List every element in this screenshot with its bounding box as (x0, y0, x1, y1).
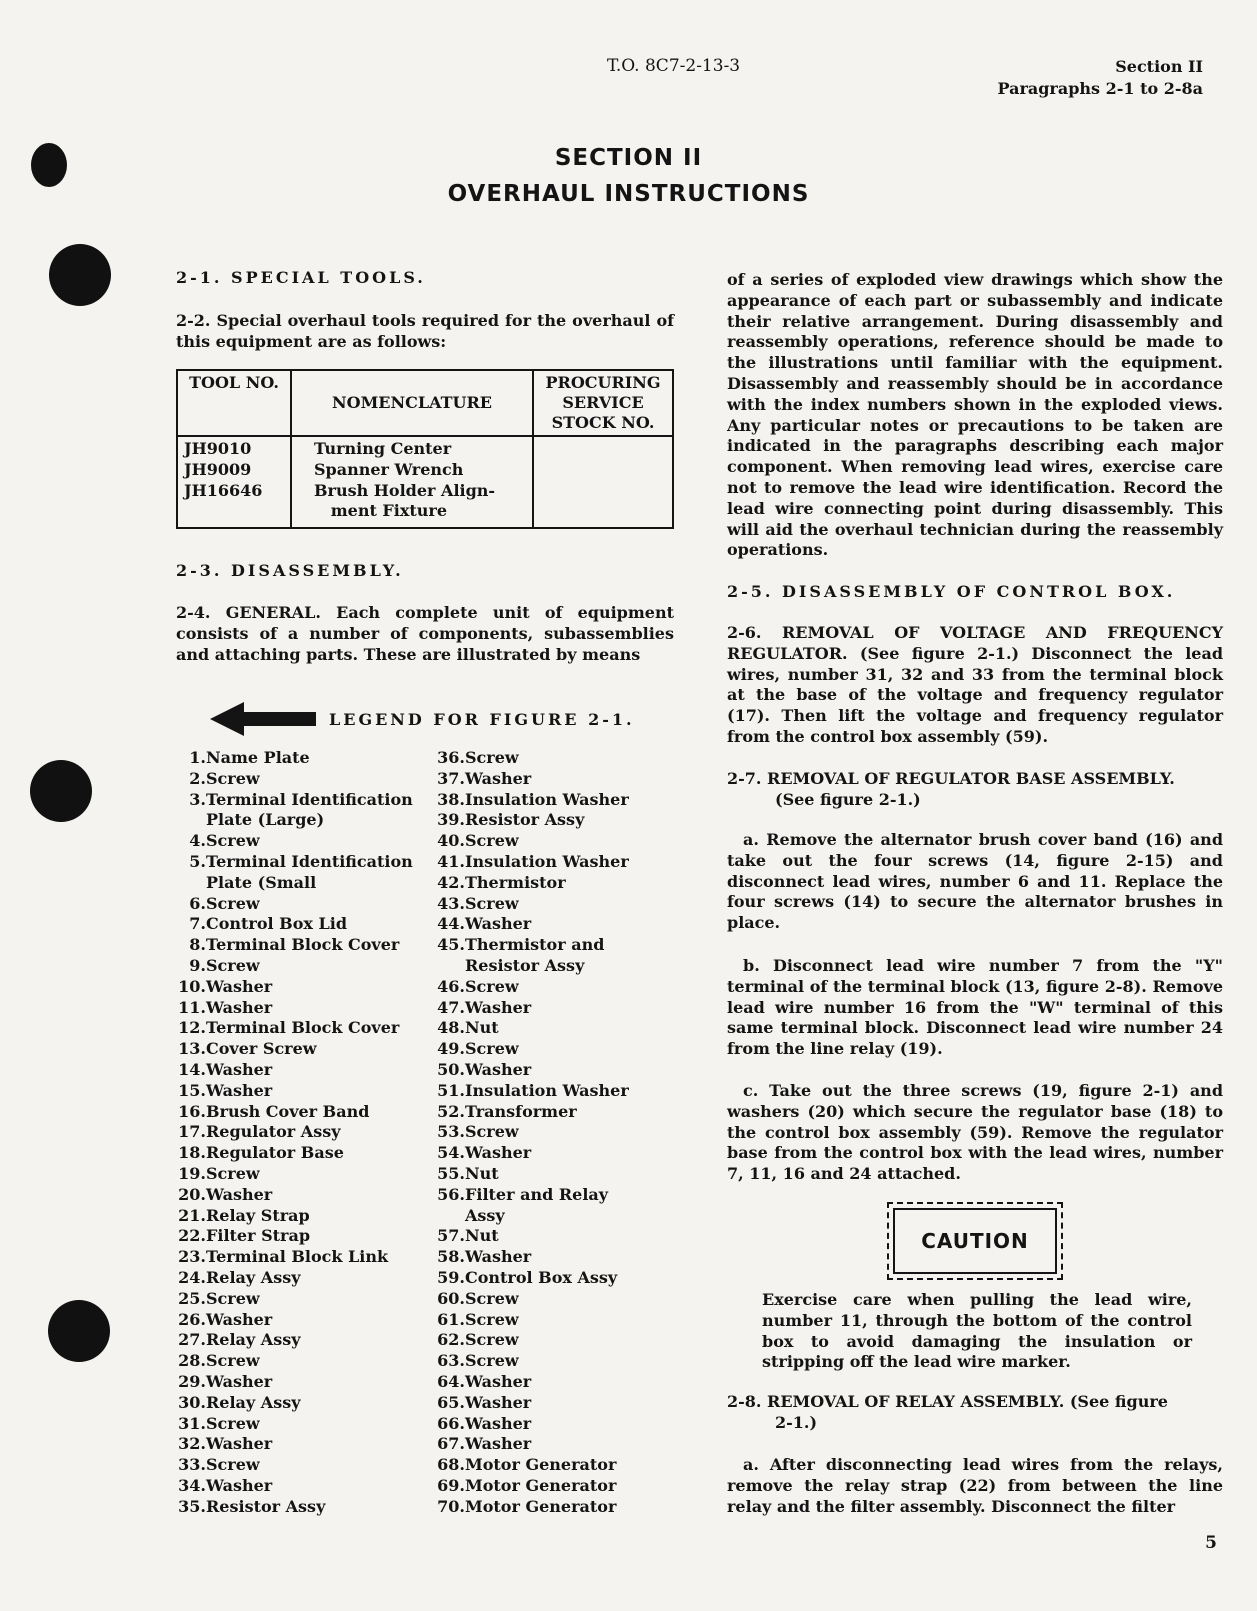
binder-hole (48, 1300, 110, 1362)
legend-item (435, 1164, 629, 1185)
legend-item-number: 32. (178, 1434, 206, 1454)
legend-item-label: Washer (206, 1475, 273, 1495)
legend-item-label: Screw (206, 955, 260, 975)
legend-item-label: Regulator Base (206, 1143, 344, 1163)
legend-item-label: Screw (206, 1163, 260, 1183)
paragraph-2-2: 2-2. Special overhaul tools required for the overhaul of this equipment are as follows: (176, 311, 674, 351)
heading-2-8-line2: 2-1.) (775, 1412, 818, 1432)
legend-item-number: 52. (437, 1101, 465, 1121)
legend-item-label: Screw (465, 1039, 519, 1059)
legend-item-number: 64. (437, 1371, 465, 1391)
legend-item-label: Washer (465, 1143, 532, 1163)
legend-item-label: Resistor Assy (206, 1496, 326, 1516)
col-header-tool-no: TOOL NO. (177, 370, 291, 436)
legend-item-number: 16. (178, 1101, 206, 1121)
legend-item-number: 6. (189, 893, 206, 913)
legend-item (435, 1310, 629, 1331)
legend-item-label: Screw (206, 893, 260, 913)
legend-item-number: 62. (437, 1330, 465, 1350)
legend-item-label: Washer (206, 1309, 273, 1329)
legend-item-label: Plate (Small (206, 872, 317, 892)
legend-item-number: 60. (437, 1288, 465, 1308)
paragraph-2-7-b: b. Disconnect lead wire number 7 from the "Y" terminal of the terminal block (13, figure 2-8). Remove lead wire number 16 from the "W" terminal of this same terminal block. Disconnect lead wire number 24 from the line relay (19). (727, 956, 1223, 1059)
caution-label: CAUTION (893, 1208, 1057, 1274)
legend-item (176, 1206, 413, 1227)
legend-item-label: Washer (206, 1434, 273, 1454)
legend-item (435, 1247, 629, 1268)
legend-item-number: 39. (437, 810, 465, 830)
legend-item-label: Name Plate (206, 748, 310, 767)
legend-item-number: 20. (178, 1184, 206, 1204)
legend-item (435, 1060, 629, 1081)
legend-item (176, 1476, 413, 1497)
legend-item-number: 55. (437, 1163, 465, 1183)
legend-item (176, 1018, 413, 1039)
legend-item-label: Nut (465, 1226, 499, 1246)
arrow-left-icon (210, 702, 316, 736)
legend-item-label: Screw (206, 1455, 260, 1475)
legend-item (435, 1185, 629, 1206)
legend-item (435, 1018, 629, 1039)
legend-item-label: Motor Generator (465, 1475, 617, 1495)
legend-item (176, 1372, 413, 1393)
legend-item (176, 914, 413, 935)
legend-title: LEGEND FOR FIGURE 2-1. (329, 710, 635, 729)
legend-item-label: Washer (465, 1413, 532, 1433)
legend-item-label: Washer (465, 914, 532, 934)
legend-item-number: 56. (437, 1184, 465, 1204)
legend-item-number: 54. (437, 1143, 465, 1163)
legend-item-number: 5. (189, 851, 206, 871)
legend-item (435, 873, 629, 894)
legend-item (435, 810, 629, 831)
legend-item (435, 1206, 629, 1227)
legend-item (176, 1310, 413, 1331)
legend-item (435, 914, 629, 935)
paragraph-2-4-continued: of a series of exploded view drawings which show the appearance of each part or subassembly and indicate their relative arrangement. During disassembly and reassembly operations, reference should be made to the illustrations until familiar with the equipment. Disassembly and reassembly should be in accordance with the index numbers shown in the exploded views. Any particular notes or precautions to be taken are indicated in the paragraphs describing each major component. When removing lead wires, exercise care not to remove the lead wire identification. Record the lead wire connecting point during disassembly. This will aid the overhaul technician during the reassembly operations. (727, 270, 1223, 560)
legend-item (176, 1081, 413, 1102)
legend-item (435, 1414, 629, 1435)
legend-item-label: Relay Assy (206, 1330, 301, 1350)
paragraph-2-7-c: c. Take out the three screws (19, figure 2-1) and washers (20) which secure the regulator base (18) to the control box assembly (59). Remove the regulator base from the control box with the lead wires, number 7, 11, 16 and 24 attached. (727, 1081, 1223, 1184)
legend-item-label: Washer (465, 997, 532, 1017)
legend-item-label: Filter Strap (206, 1226, 311, 1246)
legend-item (176, 977, 413, 998)
legend-item-label: Washer (465, 1059, 532, 1079)
legend-item-number: 27. (178, 1330, 206, 1350)
legend-item-label: Washer (206, 976, 273, 996)
legend-item (435, 1497, 629, 1518)
legend-item (435, 1102, 629, 1123)
legend-column-1 (176, 748, 413, 1517)
legend-item-label: Screw (465, 1330, 519, 1350)
legend-item-number: 66. (437, 1413, 465, 1433)
legend-item (176, 1434, 413, 1455)
legend-item (176, 1226, 413, 1247)
legend-item-number: 11. (178, 997, 206, 1017)
section-title: SECTION II (554, 145, 703, 171)
legend-item (435, 1081, 629, 1102)
legend-item-label: Washer (465, 1392, 532, 1412)
legend-item-number: 28. (178, 1351, 206, 1371)
legend-item-number: 50. (437, 1059, 465, 1079)
legend-item (176, 1455, 413, 1476)
legend-item-label: Screw (206, 1351, 260, 1371)
legend-item-label: Screw (465, 976, 519, 996)
legend-item-label: Screw (465, 1122, 519, 1142)
heading-2-1: 2-1. SPECIAL TOOLS. (176, 268, 426, 287)
legend-item (435, 831, 629, 852)
legend-item-label: Control Box Assy (465, 1267, 618, 1287)
legend-item (435, 1351, 629, 1372)
legend-item (176, 790, 413, 811)
legend-item-label: Resistor Assy (465, 810, 585, 830)
legend-item (435, 1455, 629, 1476)
legend-item (176, 1289, 413, 1310)
legend-item-label: Cover Screw (206, 1039, 317, 1059)
legend-item-number: 26. (178, 1309, 206, 1329)
legend-item-number: 9. (189, 955, 206, 975)
legend-item-label: Screw (206, 768, 260, 788)
heading-2-8-line1: 2-8. REMOVAL OF RELAY ASSEMBLY. (See figure (727, 1392, 1168, 1411)
legend-item (176, 831, 413, 852)
doc-number: T.O. 8C7-2-13-3 (607, 56, 741, 76)
legend-item-number: 37. (437, 768, 465, 788)
legend-item (176, 1060, 413, 1081)
legend-item (435, 1122, 629, 1143)
legend-item (176, 894, 413, 915)
heading-2-7-line1: 2-7. REMOVAL OF REGULATOR BASE ASSEMBLY. (727, 769, 1175, 788)
legend-item-number: 7. (189, 914, 206, 934)
section-label: Section II (1115, 57, 1203, 76)
legend-item-number: 46. (437, 976, 465, 996)
legend-item-number: 21. (178, 1205, 206, 1225)
legend-item-label: Motor Generator (465, 1496, 617, 1516)
legend-item (176, 873, 413, 894)
legend-item-number: 33. (178, 1455, 206, 1475)
legend-item (176, 1164, 413, 1185)
legend-item-number: 68. (437, 1455, 465, 1475)
legend-item-number: 18. (178, 1143, 206, 1163)
legend-item-number: 10. (178, 976, 206, 996)
legend-item-label: Filter and Relay (465, 1184, 609, 1204)
heading-2-3: 2-3. DISASSEMBLY. (176, 561, 404, 580)
legend-item (435, 1372, 629, 1393)
legend-item-number: 69. (437, 1475, 465, 1495)
paragraph-2-4: 2-4. GENERAL. Each complete unit of equipment consists of a number of components, subassemblies and attaching parts. These are illustrated by means (176, 603, 674, 664)
binder-hole (30, 760, 92, 822)
legend-item-label: Washer (465, 768, 532, 788)
legend-item (435, 1330, 629, 1351)
legend-item-label: Washer (206, 997, 273, 1017)
legend-item-label: Transformer (465, 1101, 577, 1121)
legend-item-label: Terminal Identification (206, 789, 413, 809)
legend-item (176, 956, 413, 977)
legend-item-number: 19. (178, 1163, 206, 1183)
paragraph-range: Paragraphs 2-1 to 2-8a (997, 79, 1203, 98)
legend-item-label: Nut (465, 1018, 499, 1038)
legend-item-label: Washer (206, 1371, 273, 1391)
legend-item (435, 998, 629, 1019)
legend-item (176, 1330, 413, 1351)
legend-item-number: 58. (437, 1247, 465, 1267)
heading-2-8 (727, 1392, 1223, 1434)
legend-item (176, 852, 413, 873)
legend-item-label: Washer (465, 1371, 532, 1391)
legend-item-label: Regulator Assy (206, 1122, 341, 1142)
legend-item-number: 53. (437, 1122, 465, 1142)
legend-item-number: 57. (437, 1226, 465, 1246)
legend-item-number: 4. (189, 831, 206, 851)
legend-item-number: 23. (178, 1247, 206, 1267)
legend-item-label: Screw (465, 1309, 519, 1329)
legend-item-label: Terminal Identification (206, 851, 413, 871)
legend-item (176, 1414, 413, 1435)
legend-item (176, 810, 413, 831)
legend-item (176, 1185, 413, 1206)
legend-item-number: 1. (189, 748, 206, 767)
legend-item (176, 1143, 413, 1164)
legend-item (176, 1102, 413, 1123)
legend-item-label: Washer (465, 1247, 532, 1267)
legend-item (176, 769, 413, 790)
legend-item-label: Relay Assy (206, 1392, 301, 1412)
legend-item-label: Resistor Assy (465, 955, 585, 975)
legend-item (435, 1434, 629, 1455)
legend-item (176, 1122, 413, 1143)
legend-item (435, 1143, 629, 1164)
legend-item-number: 51. (437, 1080, 465, 1100)
legend-item-number: 47. (437, 997, 465, 1017)
legend-item-label: Washer (465, 1434, 532, 1454)
legend-item (435, 852, 629, 873)
caution-text: Exercise care when pulling the lead wire, number 11, through the bottom of the control box to avoid damaging the insulation or stripping off the lead wire marker. (762, 1290, 1192, 1372)
legend-item-label: Brush Cover Band (206, 1101, 370, 1121)
legend-item-label: Washer (206, 1184, 273, 1204)
legend-item-number: 12. (178, 1018, 206, 1038)
tool-number-cell: JH9010 JH9009 JH16646 (177, 436, 291, 528)
legend-item (435, 1226, 629, 1247)
legend-item (176, 1351, 413, 1372)
legend-item-label: Assy (465, 1205, 505, 1225)
section-subtitle: OVERHAUL INSTRUCTIONS (447, 181, 810, 207)
legend-item-number: 65. (437, 1392, 465, 1412)
legend-item-number: 31. (178, 1413, 206, 1433)
legend-item (435, 977, 629, 998)
col-header-stock-no: PROCURING SERVICE STOCK NO. (533, 370, 673, 436)
legend-item (176, 998, 413, 1019)
legend-item (435, 790, 629, 811)
legend-item-label: Screw (206, 831, 260, 851)
legend-item (435, 1039, 629, 1060)
legend-item (176, 935, 413, 956)
legend-item (435, 748, 629, 769)
legend-item-label: Thermistor and (465, 935, 605, 955)
legend-item-number: 24. (178, 1267, 206, 1287)
legend-item-number: 30. (178, 1392, 206, 1412)
legend-item (176, 1497, 413, 1518)
legend-item-label: Screw (465, 893, 519, 913)
legend-item-label: Relay Strap (206, 1205, 310, 1225)
heading-2-5: 2-5. DISASSEMBLY OF CONTROL BOX. (727, 582, 1176, 601)
legend-item-number: 17. (178, 1122, 206, 1142)
legend-item-number: 13. (178, 1039, 206, 1059)
legend-item (435, 894, 629, 915)
legend-item-number: 38. (437, 789, 465, 809)
stock-number-cell (533, 436, 673, 528)
paragraph-2-8-a: a. After disconnecting lead wires from the relays, remove the relay strap (22) from between the line relay and the filter assembly. Disconnect the filter (727, 1455, 1223, 1516)
legend-item-label: Nut (465, 1163, 499, 1183)
binder-hole (49, 244, 111, 306)
legend-item-label: Terminal Block Cover (206, 1018, 400, 1038)
legend-item-number: 41. (437, 851, 465, 871)
legend-item-label: Motor Generator (465, 1455, 617, 1475)
legend-item-number: 3. (189, 789, 206, 809)
legend-item (435, 1476, 629, 1497)
nomenclature-cell: Turning Center Spanner Wrench Brush Holder Align- ment Fixture (291, 436, 533, 528)
heading-2-7 (727, 769, 1223, 811)
legend-item (176, 1039, 413, 1060)
legend-item-label: Control Box Lid (206, 914, 347, 934)
legend-item-number: 43. (437, 893, 465, 913)
legend-item-number: 61. (437, 1309, 465, 1329)
legend-item-label: Relay Assy (206, 1267, 301, 1287)
legend-item (435, 769, 629, 790)
legend-item-number: 35. (178, 1496, 206, 1516)
legend-item-label: Terminal Block Cover (206, 935, 400, 955)
paragraph-2-7-a: a. Remove the alternator brush cover band (16) and take out the four screws (14, figure 2-15) and disconnect lead wires, number 6 and 11. Replace the four screws (14) to secure the alternator brushes in place. (727, 830, 1223, 933)
legend-item (435, 935, 629, 956)
paragraph-2-6: 2-6. REMOVAL OF VOLTAGE AND FREQUENCY REGULATOR. (See figure 2-1.) Disconnect the lead wires, number 31, 32 and 33 from the terminal block at the base of the voltage and frequency regulator (17). Then lift the voltage and frequency regulator from the control box assembly (59). (727, 623, 1223, 746)
legend-item-number: 14. (178, 1059, 206, 1079)
col-header-nomenclature: NOMENCLATURE (291, 370, 533, 436)
legend-item-number: 36. (437, 748, 465, 767)
legend-item-label: Terminal Block Link (206, 1247, 389, 1267)
legend-item-number: 34. (178, 1475, 206, 1495)
legend-item-number: 22. (178, 1226, 206, 1246)
legend-item-number: 40. (437, 831, 465, 851)
legend-item-number: 45. (437, 935, 465, 955)
legend-item-label: Insulation Washer (465, 851, 629, 871)
legend-item-number: 25. (178, 1288, 206, 1308)
legend-item-number: 70. (437, 1496, 465, 1516)
legend-item-number: 44. (437, 914, 465, 934)
legend-item-label: Washer (206, 1059, 273, 1079)
legend-item-label: Screw (465, 1288, 519, 1308)
legend-item-number: 29. (178, 1371, 206, 1391)
legend-item-label: Screw (206, 1288, 260, 1308)
legend-item (435, 1268, 629, 1289)
legend-item (176, 1393, 413, 1414)
legend-item-label: Insulation Washer (465, 789, 629, 809)
special-tools-table (176, 369, 674, 529)
section-header (997, 56, 1203, 100)
legend-item (176, 1247, 413, 1268)
legend-item (435, 956, 629, 977)
legend-item-number: 67. (437, 1434, 465, 1454)
legend-item-label: Screw (465, 748, 519, 767)
legend-item-label: Screw (465, 831, 519, 851)
legend-item-number: 49. (437, 1039, 465, 1059)
legend-item-number: 63. (437, 1351, 465, 1371)
legend-item (176, 748, 413, 769)
heading-2-7-line2: (See figure 2-1.) (775, 789, 921, 809)
legend-item-label: Insulation Washer (465, 1080, 629, 1100)
legend-item-number: 2. (189, 768, 206, 788)
legend-item-label: Screw (206, 1413, 260, 1433)
legend-item-label: Plate (Large) (206, 810, 325, 830)
legend-item-label: Screw (465, 1351, 519, 1371)
legend-item-number: 8. (189, 935, 206, 955)
legend-item-number: 15. (178, 1080, 206, 1100)
legend-item-number: 59. (437, 1267, 465, 1287)
legend-item (435, 1393, 629, 1414)
legend-item-number: 42. (437, 872, 465, 892)
legend-item-label: Washer (206, 1080, 273, 1100)
page-number: 5 (1205, 1533, 1217, 1553)
legend-column-2 (435, 748, 629, 1517)
legend-item (435, 1289, 629, 1310)
legend-item-number: 48. (437, 1018, 465, 1038)
legend-item (176, 1268, 413, 1289)
legend-item-label: Thermistor (465, 872, 566, 892)
